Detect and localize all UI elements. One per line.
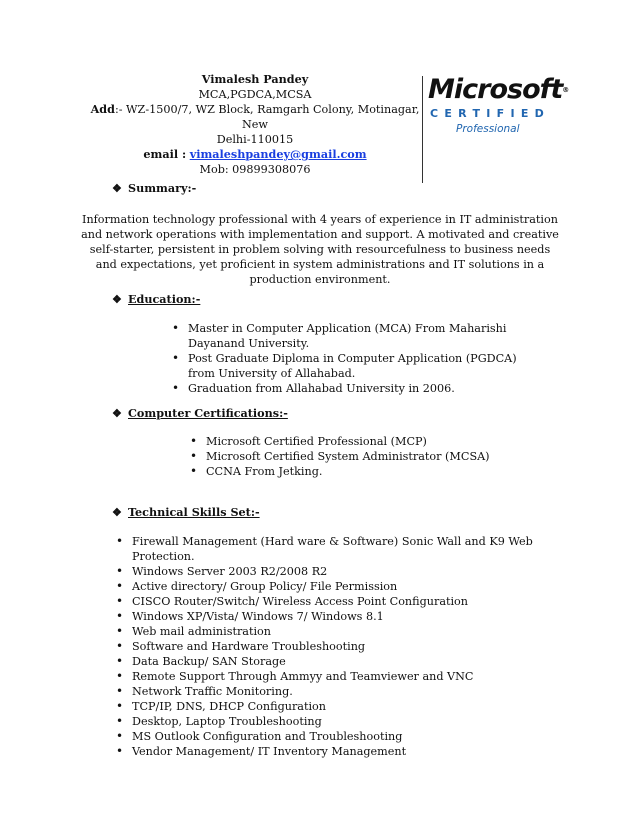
email-row	[90, 147, 420, 162]
list-item: • Remote Support Through Ammyy and Teamviewer and VNC	[116, 669, 576, 684]
diamond-bullet-icon: ❖	[112, 293, 122, 306]
list-item: • Microsoft Certified Professional (MCP)	[190, 434, 490, 449]
diamond-bullet-icon: ❖	[112, 506, 122, 519]
address	[90, 102, 420, 132]
professional-wordmark: Professional	[456, 123, 520, 135]
candidate-name: Vimalesh Pandey	[201, 72, 309, 86]
list-item: • Network Traffic Monitoring.	[116, 684, 576, 699]
certifications-list	[190, 434, 490, 479]
diamond-bullet-icon: ❖	[112, 407, 122, 420]
diamond-bullet-icon: ❖	[112, 182, 122, 195]
list-item: • Vendor Management/ IT Inventory Management	[116, 744, 576, 759]
list-item: • Desktop, Laptop Troubleshooting	[116, 714, 576, 729]
list-item: • Active directory/ Group Policy/ File Permission	[116, 579, 576, 594]
skills-list	[116, 534, 576, 759]
summary-text: Information technology professional with 4 years of experience in IT administration and network operations with implementation and support. A motivated and creative self-starter, persistent in problem solving with resourcefulness to business needs and expectations, yet proficient in system administrations and IT solutions in a production environment.	[81, 213, 559, 286]
list-item: • Windows Server 2003 R2/2008 R2	[116, 564, 576, 579]
list-item: • Software and Hardware Troubleshooting	[116, 639, 576, 654]
skills-heading: ❖ Technical Skills Set:-	[112, 505, 260, 519]
microsoft-wordmark: Microsoft®	[428, 74, 569, 105]
email-label: email :	[143, 147, 187, 161]
address-line1: :- WZ-1500/7, WZ Block, Ramgarh Colony, Motinagar, New	[114, 103, 420, 131]
summary-heading: ❖ Summary:-	[112, 181, 197, 195]
list-item: • Post Graduate Diploma in Computer Application (PGDCA) from University of Allahabad.	[172, 351, 522, 381]
certified-wordmark: CERTIFIED	[430, 107, 551, 120]
education-list	[172, 321, 522, 396]
list-item: • Windows XP/Vista/ Windows 7/ Windows 8.1	[116, 609, 576, 624]
list-item: • Graduation from Allahabad University in 2006.	[172, 381, 522, 396]
microsoft-certified-logo	[428, 74, 569, 136]
education-heading: ❖ Education:-	[112, 292, 201, 306]
email-link[interactable]: vimaleshpandey@gmail.com	[189, 147, 367, 161]
list-item: • MS Outlook Configuration and Troubleshooting	[116, 729, 576, 744]
header-divider	[422, 76, 423, 183]
mobile-number: Mob: 09899308076	[199, 163, 311, 176]
list-item: • Master in Computer Application (MCA) From Maharishi Dayanand University.	[172, 321, 522, 351]
list-item: • Web mail administration	[116, 624, 576, 639]
address-line2: Delhi-110015	[216, 133, 294, 146]
list-item: • Firewall Management (Hard ware & Software) Sonic Wall and K9 Web Protection.	[116, 534, 576, 564]
list-item: • TCP/IP, DNS, DHCP Configuration	[116, 699, 576, 714]
address-label: Add	[90, 102, 115, 116]
qualifications: MCA,PGDCA,MCSA	[198, 88, 312, 101]
certifications-heading: ❖ Computer Certifications:-	[112, 406, 288, 420]
list-item: • CISCO Router/Switch/ Wireless Access Point Configuration	[116, 594, 576, 609]
list-item: • CCNA From Jetking.	[190, 464, 490, 479]
list-item: • Data Backup/ SAN Storage	[116, 654, 576, 669]
contact-header	[90, 72, 420, 177]
list-item: • Microsoft Certified System Administrator (MCSA)	[190, 449, 490, 464]
